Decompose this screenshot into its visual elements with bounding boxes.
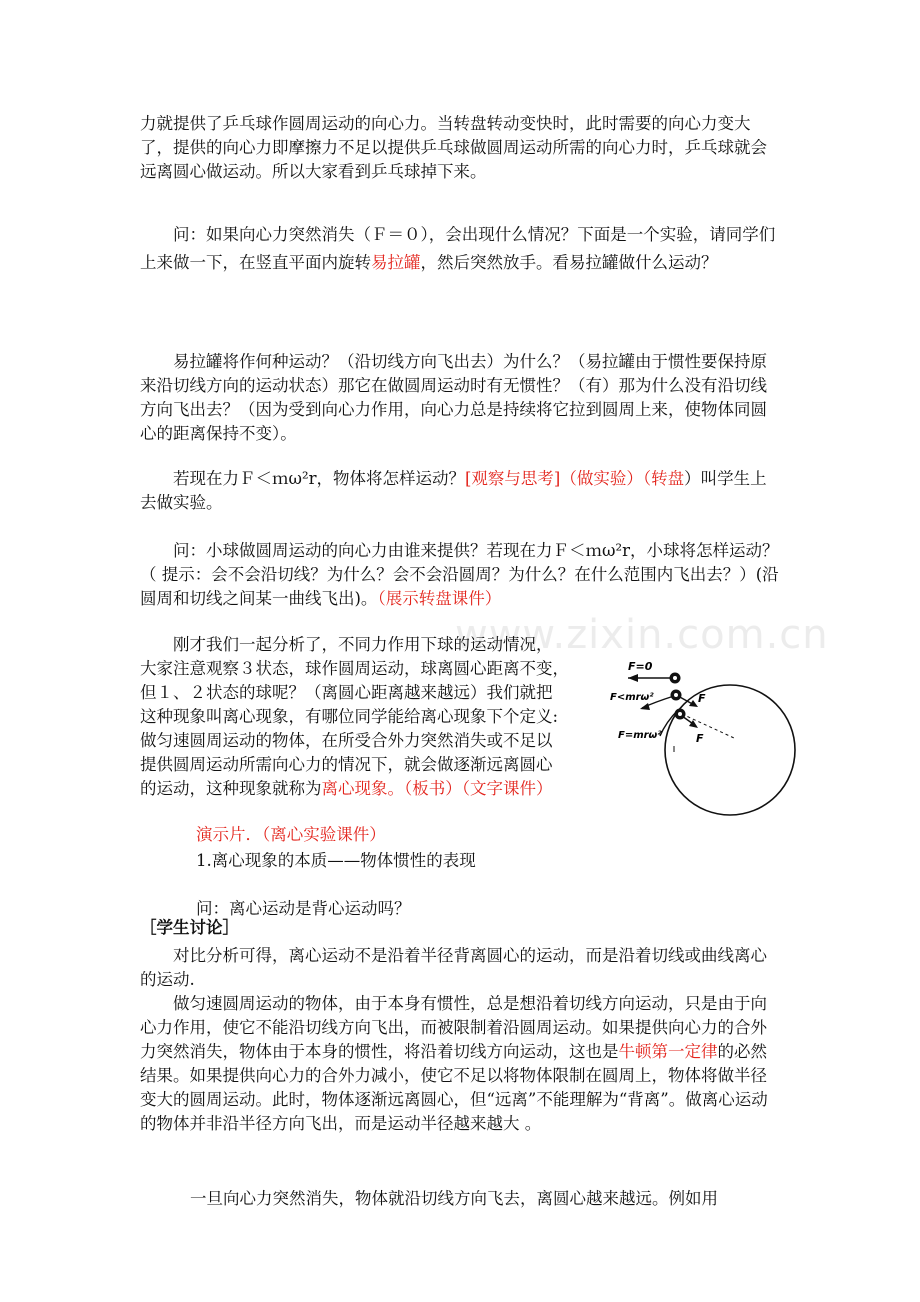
circle-path xyxy=(665,685,795,815)
paragraph-line: 但１、２状态的球呢？（离圆心距离越来越远）我们就把 xyxy=(140,683,553,702)
paragraph-text: ）叫学生上去做实验。 xyxy=(140,469,767,512)
can-link[interactable]: 易拉罐 xyxy=(371,253,421,272)
paragraph-text: 一旦向心力突然消失，物体就沿切线方向飞去，离圆心越来越远。例如用 xyxy=(190,1189,718,1208)
paragraph-ball-question xyxy=(140,539,780,611)
paragraph-force-less xyxy=(140,467,780,515)
newton-first-law-link[interactable]: 牛顿第一定律 xyxy=(618,1042,718,1061)
paragraph-text: 的运动，这种现象就称为 xyxy=(140,779,322,798)
arrow-head-icon xyxy=(640,703,650,710)
paragraph-text: 若现在力Ｆ＜ｍω²r，物体将怎样运动？ xyxy=(173,469,465,488)
paragraph-question-force-zero xyxy=(140,221,780,277)
paragraph-comparison xyxy=(140,944,780,992)
paragraph-line: 提供圆周运动所需向心力的情况下，就会做逐渐远离圆心 xyxy=(140,755,553,774)
label-f-1: F xyxy=(698,692,706,705)
paragraph-can-motion xyxy=(140,350,780,446)
ball-highlight xyxy=(674,693,678,697)
paragraph-text: ，然后突然放手。看易拉罐做什么运动？ xyxy=(420,253,718,272)
paragraph-line: 大家注意观察３状态，球作圆周运动，球离圆心距离不变， xyxy=(140,659,569,678)
paragraph-analysis xyxy=(140,633,610,801)
paragraph-inertia xyxy=(140,992,780,1136)
label-f-eq: F=mrω² xyxy=(618,730,662,741)
centrifugal-diagram xyxy=(600,650,800,820)
student-discussion-heading: ［学生讨论］ xyxy=(140,918,239,937)
ball-highlight xyxy=(678,712,682,716)
observe-think-label: [观察与思考]（做实验）（转盘 xyxy=(464,469,685,488)
paragraph-text: 做匀速圆周运动的物体，由于本身有惯性，总是想沿着切线方向运动，只是由于向心力作用，使它不能沿切线方向飞出，而被限制着沿圆周运动。如果提供向心力的合外力突然消失，物体由于本身的惯性，将沿着切线方向运动，这也是 xyxy=(140,994,767,1061)
label-f-less: F<mrω² xyxy=(610,692,654,703)
point-one-heading: 1.离心现象的本质——物体惯性的表现 xyxy=(196,851,476,870)
label-f0: F=0 xyxy=(628,660,653,673)
paragraph-text: 对比分析可得，离心运动不是沿着半径背离圆心的运动，而是沿着切线或曲线离心的运动. xyxy=(140,946,767,989)
ball-highlight xyxy=(673,676,677,680)
paragraph-text: 的必然结果。如果提供向心力的合外力减小，使它不足以将物体限制在圆周上，物体将做半径变大的圆周运动。此时，物体逐渐远离圆心，但“远离”不能理解为“背离”。做离心运动的物体并非沿半径方向飞出，而是运动半径越来越大 。 xyxy=(140,1042,768,1133)
centrifugal-phenomenon-label: 离心现象。（板书）（文字课件） xyxy=(321,779,553,798)
show-courseware-label: （展示转盘课件） xyxy=(377,589,502,608)
arrow-head-icon xyxy=(628,674,638,682)
paragraph-line: 做匀速圆周运动的物体，在所受合外力突然消失或不足以 xyxy=(140,731,553,750)
question-two: 问：离心运动是背心运动吗？ xyxy=(196,899,411,918)
demo-courseware-label: 演示片．（离心实验课件） xyxy=(196,825,386,844)
paragraph-text: 易拉罐将作何种运动？（沿切线方向飞出去）为什么？（易拉罐由于惯性要保持原来沿切线方向的运动状态）那它在做圆周运动时有无惯性？（有）那为什么没有沿切线方向飞出去？（因为受到向心力作用，向心力总是持续将它拉到圆周上来，使物体同圆心的距离保持不变）。 xyxy=(140,352,767,443)
paragraph-line: 这种现象叫离心现象，有哪位同学能给离心现象下个定义: xyxy=(140,707,559,726)
paragraph-text: 问：小球做圆周运动的向心力由谁来提供？若现在力Ｆ＜ｍω²r，小球将怎样运动？（ 提示：会不会沿切线？为什么？会不会沿圆周？为什么？在什么范围内飞出去？）(沿圆周和切线之间某一曲线飞出)。 xyxy=(140,541,779,608)
paragraph-line: 刚才我们一起分析了，不同力作用下球的运动情况， xyxy=(173,635,553,654)
paragraph-intro xyxy=(140,112,780,184)
paragraph-line xyxy=(140,777,610,801)
paragraph-text: 力就提供了乒乓球作圆周运动的向心力。当转盘转动变快时，此时需要的向心力变大了，提供的向心力即摩擦力不足以提供乒乓球做圆周运动所需的向心力时，乒乓球就会远离圆心做运动。所以大家看到乒乓球掉下来。 xyxy=(140,114,767,181)
paragraph-text: 问：如果向心力突然消失（Ｆ＝０），会出现什么情况？下面是一个实验，请同学们上来做一下，在竖直平面内旋转 xyxy=(140,225,776,272)
paragraph-tangent xyxy=(140,1187,780,1211)
label-f-2: F xyxy=(696,732,704,745)
watermark: www.zixin.com.cn xyxy=(455,612,829,658)
